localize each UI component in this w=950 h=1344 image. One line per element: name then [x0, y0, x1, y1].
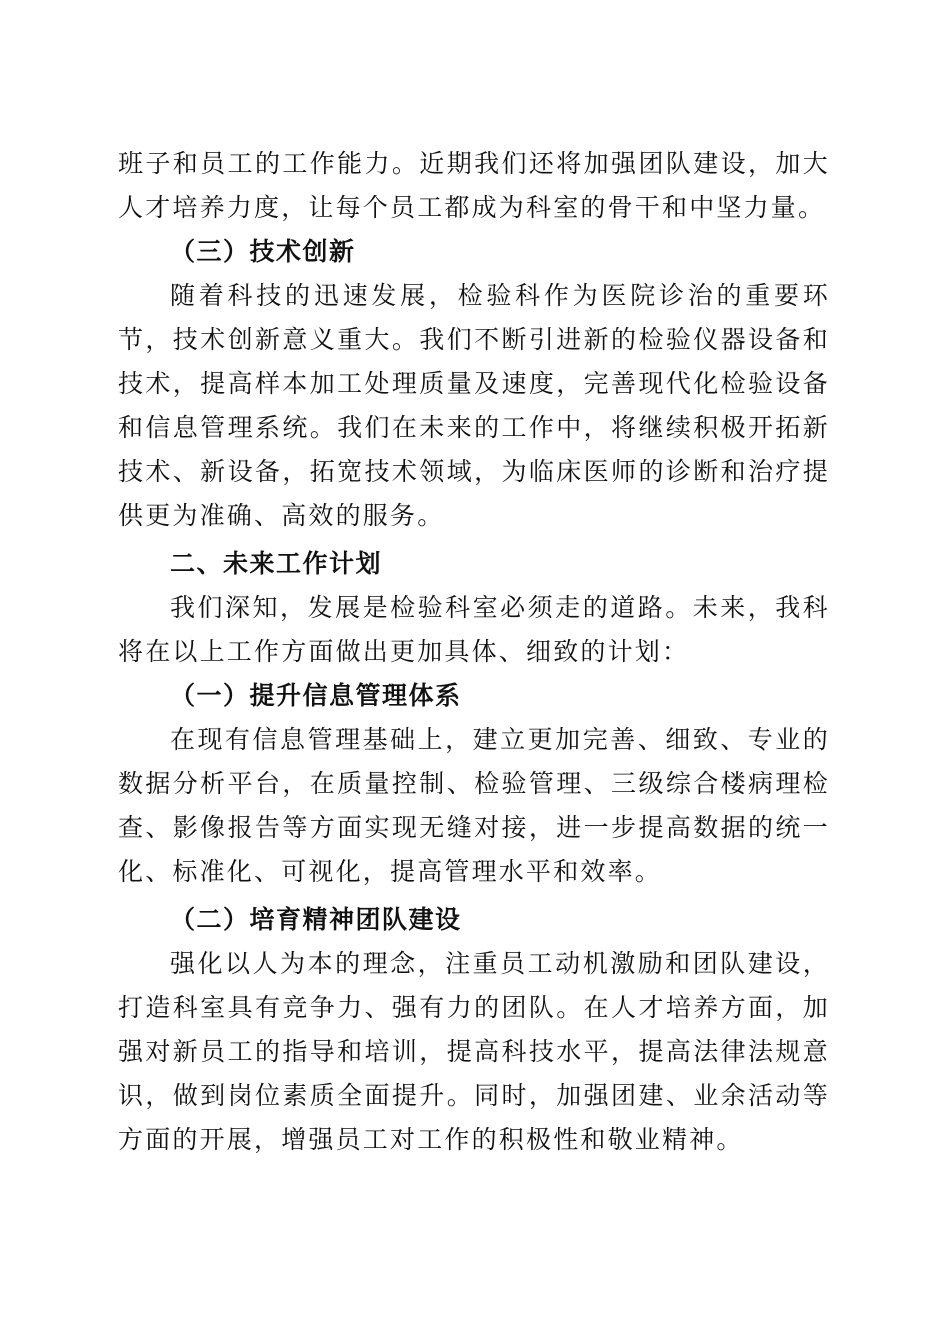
- plan-two-body: 强化以人为本的理念，注重员工动机激励和团队建设，打造科室具有竞争力、强有力的团队。在人才培养方面，加强对新员工的指导和培训，提高科技水平，提高法律法规意识，做到岗位素质全面提升。同时，加强团建、业余活动等方面的开展，增强员工对工作的积极性和敬业精神。: [118, 949, 830, 1154]
- section-technology-innovation-title: （三）技术创新: [170, 237, 356, 266]
- section-technology-innovation-body: 随着科技的迅速发展，检验科作为医院诊治的重要环节，技术创新意义重大。我们不断引进新的检验仪器设备和技术，提高样本加工处理质量及速度，完善现代化检验设备和信息管理系统。我们在未来的工作中，将继续积极开拓新技术、新设备，拓宽技术领域，为临床医师的诊断和治疗提供更为准确、高效的服务。: [118, 281, 830, 530]
- plan-one-title: （一）提升信息管理体系: [170, 681, 462, 710]
- part-two-intro-paragraph: 我们深知，发展是检验科室必须走的道路。未来，我科将在以上工作方面做出更加具体、细致的计划：: [118, 593, 830, 666]
- plan-one-body: 在现有信息管理基础上，建立更加完善、细致、专业的数据分析平台，在质量控制、检验管理、三级综合楼病理检查、影像报告等方面实现无缝对接，进一步提高数据的统一化、标准化、可视化，提高管理水平和效率。: [118, 725, 830, 886]
- continuation-paragraph: 班子和员工的工作能力。近期我们还将加强团队建设，加大人才培养力度，让每个员工都成为科室的骨干和中坚力量。: [118, 149, 830, 222]
- part-two-future-plan-title: 二、未来工作计划: [170, 549, 383, 578]
- plan-two-title: （二）培育精神团队建设: [170, 905, 462, 934]
